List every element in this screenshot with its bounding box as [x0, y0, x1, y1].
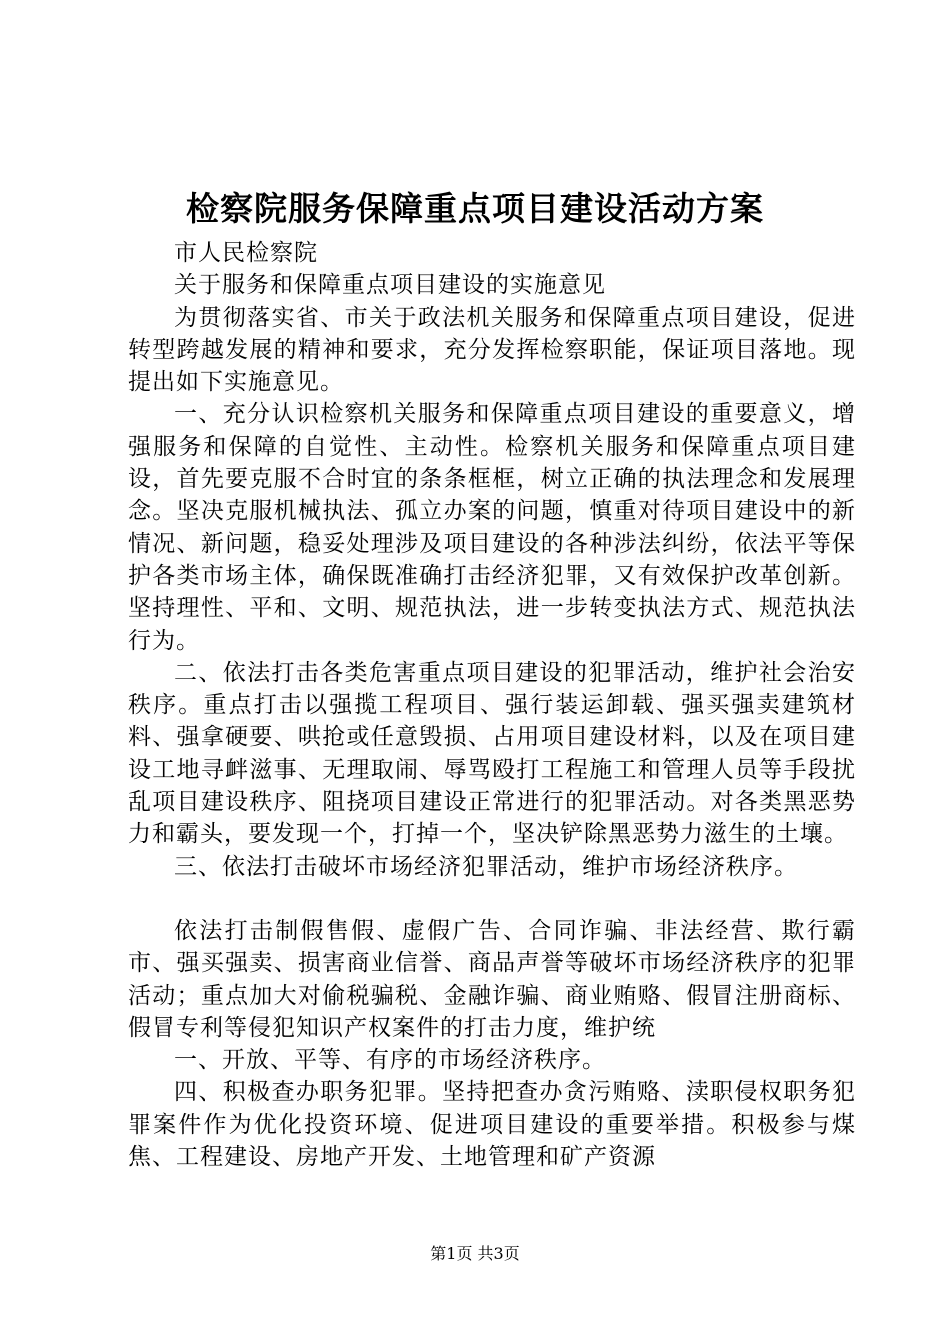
page-title: 检察院服务保障重点项目建设活动方案: [186, 189, 764, 228]
paragraph-subtitle: 关于服务和保障重点项目建设的实施意见: [174, 272, 606, 299]
paragraph-section-1: 一、充分认识检察机关服务和保障重点项目建设的重要意义，增强服务和保障的自觉性、主动性。检察机关服务和保障重点项目建设，首先要克服不合时宜的条条框框，树立正确的执法理念和发展理念。坚决克服机械执法、孤立办案的问题，慎重对待项目建设中的新情况、新问题，稳妥处理涉及项目建设的各种涉法纠纷，依法平等保护各类市场主体，确保既准确打击经济犯罪，又有效保护改革创新。坚持理性、平和、文明、规范执法，进一步转变执法方式、规范执法行为。: [128, 401, 856, 654]
paragraph-section-4: 四、积极查办职务犯罪。坚持把查办贪污贿赂、渎职侵权职务犯罪案件作为优化投资环境、促进项目建设的重要举措。积极参与煤焦、工程建设、房地产开发、土地管理和矿产资源: [128, 1079, 856, 1171]
paragraph-section-3: 三、依法打击破坏市场经济犯罪活动，维护市场经济秩序。: [174, 853, 798, 880]
paragraph-intro: 为贯彻落实省、市关于政法机关服务和保障重点项目建设，促进转型跨越发展的精神和要求，充分发挥检察职能，保证项目落地。现提出如下实施意见。: [128, 304, 856, 396]
paragraph-section-2: 二、依法打击各类危害重点项目建设的犯罪活动，维护社会治安秩序。重点打击以强揽工程项目、强行装运卸载、强买强卖建筑材料、强拿硬要、哄抢或任意毁损、占用项目建设材料，以及在项目建设工地寻衅滋事、无理取闹、辱骂殴打工程施工和管理人员等手段扰乱项目建设秩序、阻挠项目建设正常进行的犯罪活动。对各类黑恶势力和霸头，要发现一个，打掉一个，坚决铲除黑恶势力滋生的土壤。: [128, 659, 856, 848]
paragraph-section-3-detail: 依法打击制假售假、虚假广告、合同诈骗、非法经营、欺行霸市、强买强卖、损害商业信誉、商品声誉等破坏市场经济秩序的犯罪活动；重点加大对偷税骗税、金融诈骗、商业贿赂、假冒注册商标、假冒专利等侵犯知识产权案件的打击力度，维护统: [128, 917, 856, 1041]
paragraph-addressee: 市人民检察院: [174, 240, 318, 266]
paragraph-section-3-continued: 一、开放、平等、有序的市场经济秩序。: [174, 1047, 606, 1074]
document-body: [128, 237, 856, 1173]
page-footer: 第1页 共3页: [430, 1244, 520, 1263]
